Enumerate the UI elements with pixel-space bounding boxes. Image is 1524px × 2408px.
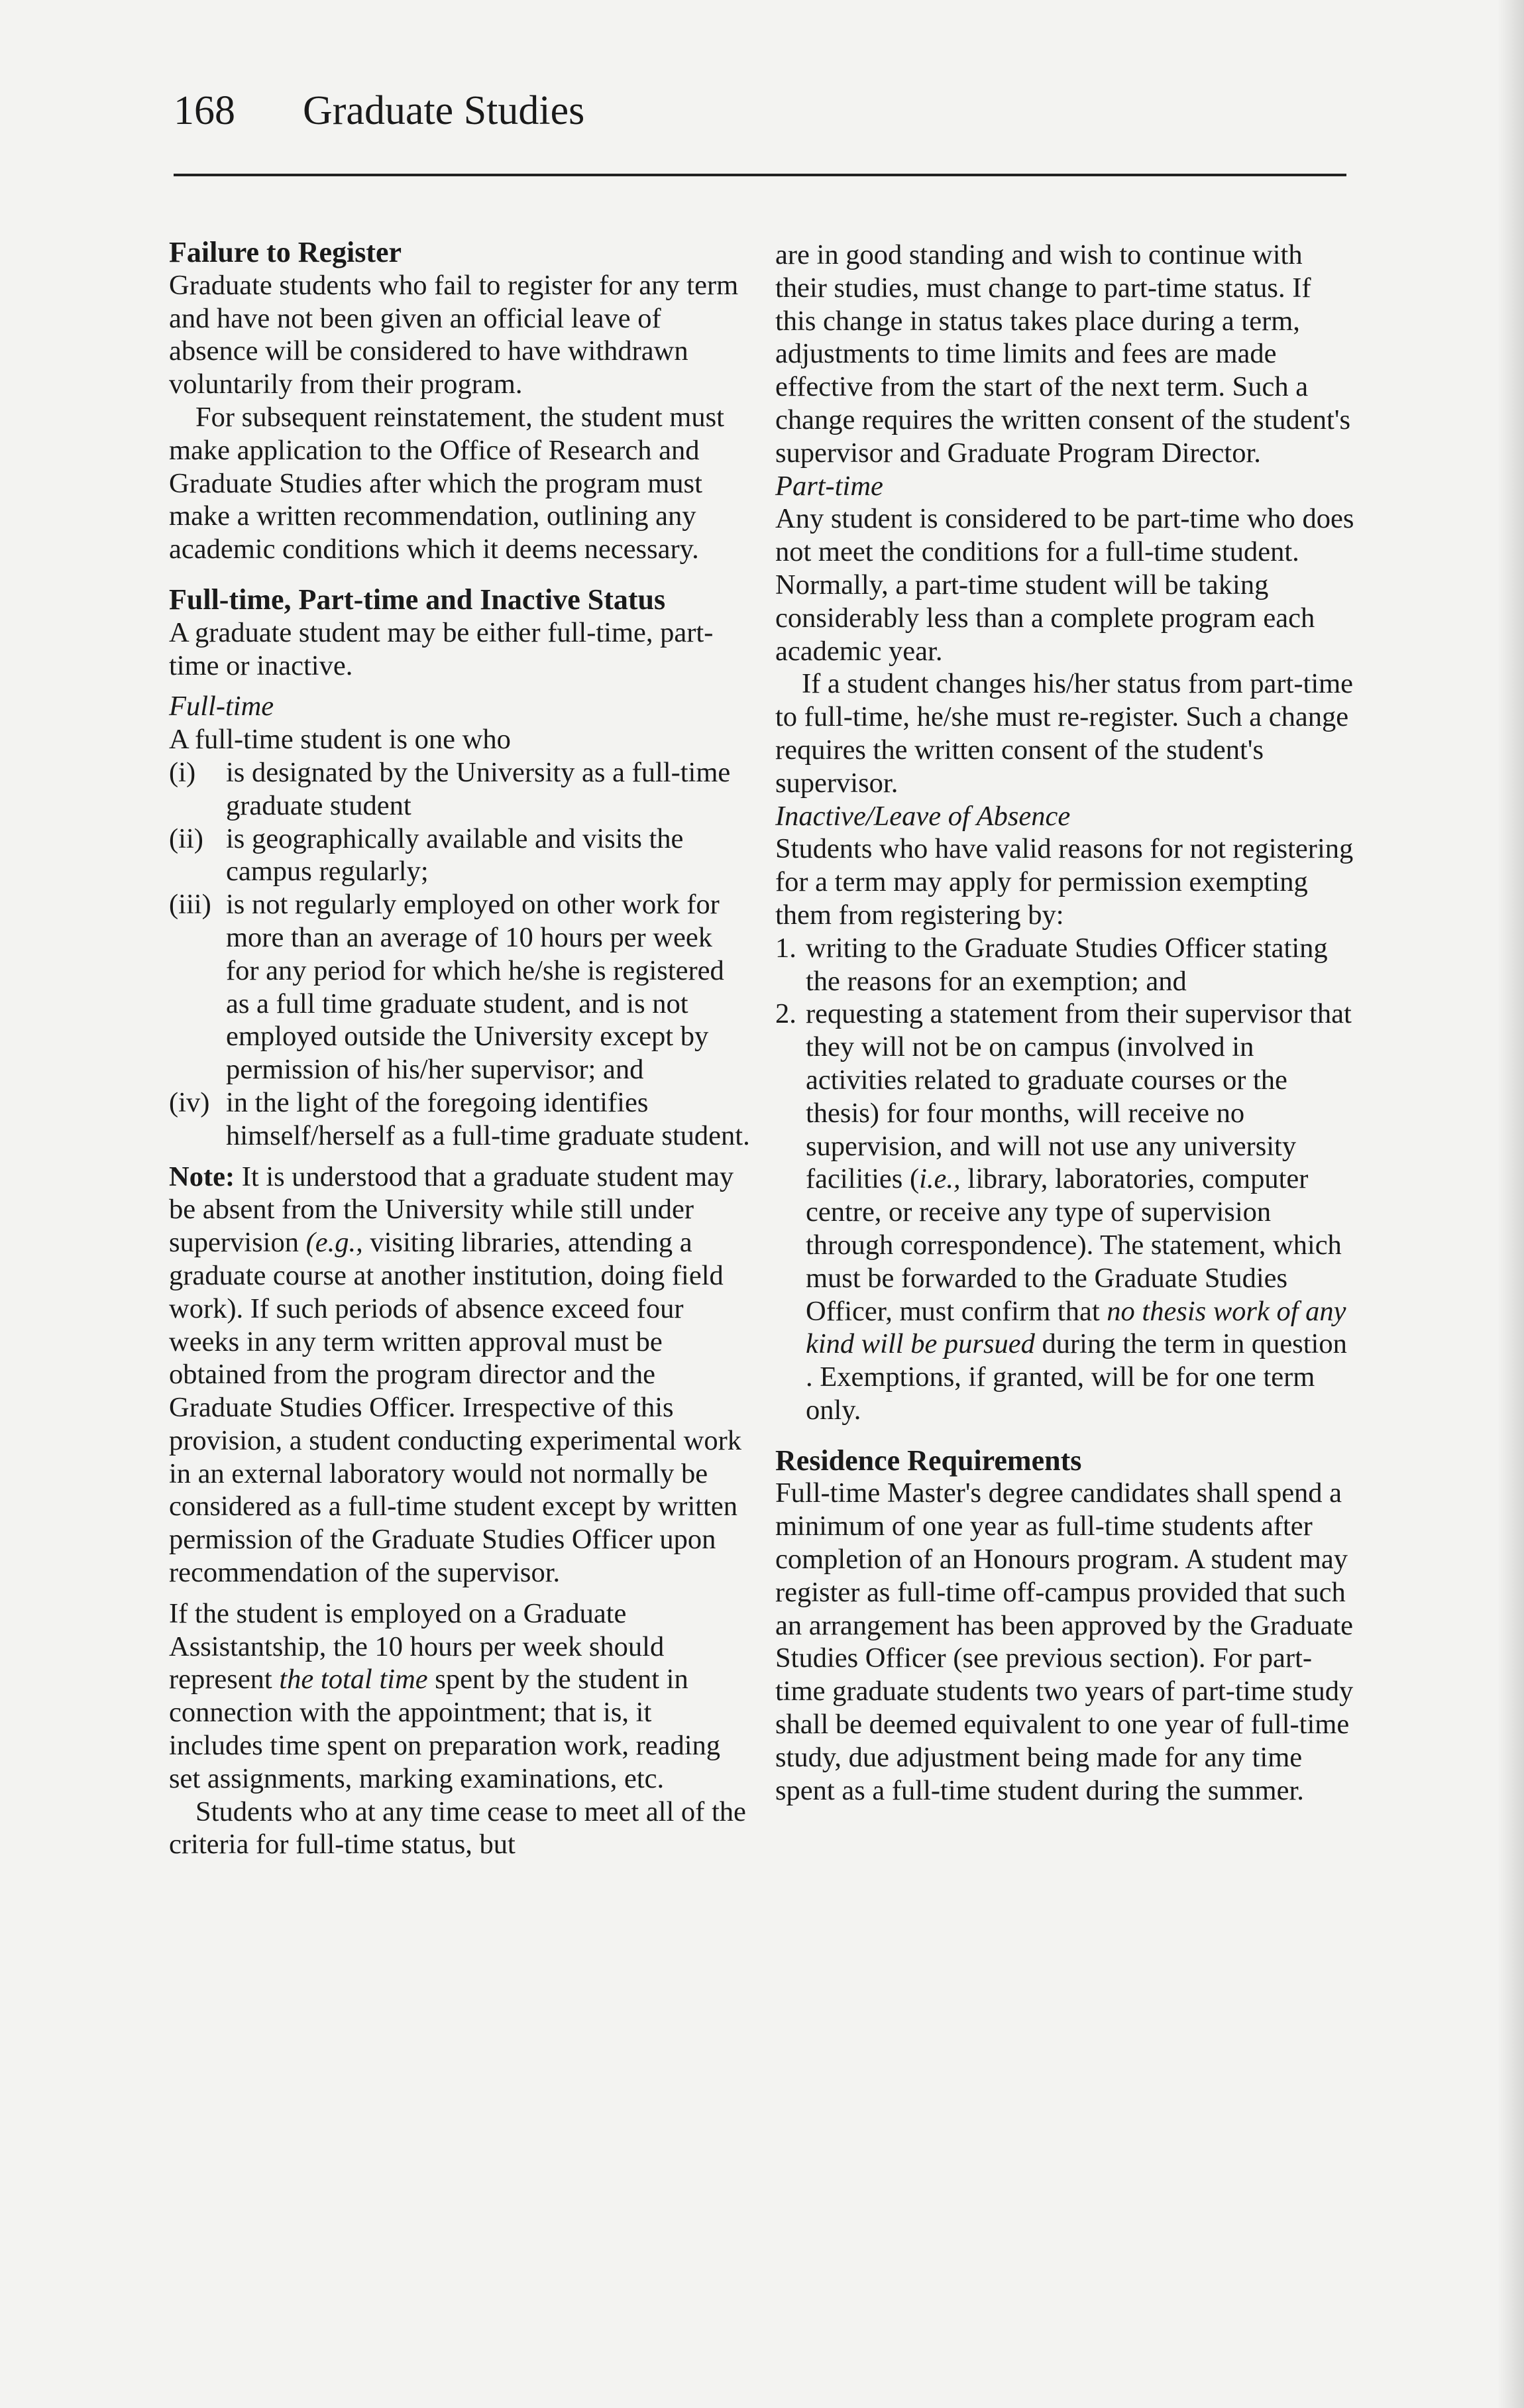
list-marker: 1.: [775, 932, 796, 964]
part-time-subheading: Part-time: [775, 470, 883, 502]
inactive-paragraph: Students who have valid reasons for not registering for a term may apply for permission exempting them from registering by:: [775, 833, 1354, 931]
list-item-text: is not regularly employed on other work for more than an average of 10 hours per week for any period for which he/she is registered as a full time graduate student, and is not employed outside the University except by permission of his/her supervisor; and: [226, 889, 724, 1086]
list-item-text: writing to the Graduate Studies Officer stating the reasons for an exemption; and: [806, 932, 1328, 997]
assistantship-paragraph: If the student is employed on a Graduate Assistantship, the 10 hours per week should represent the total time spent by the student in connection with the appointment; that is, it includes time spent on preparation work, reading set assignments, marking examinations, etc.: [169, 1597, 721, 1794]
page-edge-shadow: [1497, 0, 1524, 2408]
note-label: Note:: [169, 1161, 235, 1192]
status-heading: Full-time, Part-time and Inactive Status: [169, 583, 666, 616]
list-item-text: requesting a statement from their supervisor that they will not be on campus (involved in activities related to graduate courses or the thesis) for four months, will receive no supervision, and will not use any university facilities (i.e., library, laboratories, computer centre, or receive any type of supervision through correspondence). The statement, which must be forwarded to the Graduate Studies Officer, must confirm that no thesis work of any kind will be pursued during the term in question . Exemptions, if granted, will be for one term only.: [806, 998, 1352, 1426]
failure-paragraph-1: Graduate students who fail to register for any term and have not been given an official leave of absence will be considered to have withdrawn voluntarily from their program.: [169, 269, 739, 400]
list-item-text: in the light of the foregoing identifies himself/herself as a full-time graduate student.: [226, 1086, 750, 1151]
list-item: [169, 756, 752, 823]
cease-paragraph: Students who at any time cease to meet all of the criteria for full-time status, but: [169, 1796, 746, 1861]
list-item: [169, 888, 752, 1086]
residence-requirements-heading: Residence Requirements: [775, 1444, 1082, 1477]
list-item-text: is designated by the University as a full-time graduate student: [226, 756, 731, 821]
full-time-intro: A full-time student is one who: [169, 724, 511, 756]
running-title: Graduate Studies: [303, 88, 585, 133]
running-header: [174, 74, 1346, 176]
status-paragraph: A graduate student may be either full-time, part-time or inactive.: [169, 616, 714, 681]
exemption-steps-list: [775, 932, 1358, 1427]
list-item: [775, 998, 1358, 1426]
list-marker: (iv): [169, 1086, 210, 1118]
list-item-text: is geographically available and visits the campus regularly;: [226, 823, 684, 888]
note-paragraph: Note: It is understood that a graduate student may be absent from the University while still under supervision (e.g., visiting libraries, attending a graduate course at another institution, doing field work). If such periods of absence exceed four weeks in any term written approval must be obtained from the program director and the Graduate Studies Officer. Irrespective of this provision, a student conducting experimental work in an external laboratory would not normally be considered as a full-time student except by written permission of the Graduate Studies Officer upon recommendation of the supervisor.: [169, 1161, 741, 1589]
full-time-criteria-list: [169, 756, 752, 1153]
failure-paragraph-2: For subsequent reinstatement, the student must make application to the Office of Research and Graduate Studies after which the program must make a written recommendation, outlining any academic conditions which it deems necessary.: [169, 401, 724, 565]
list-marker: (iii): [169, 889, 211, 921]
list-marker: (i): [169, 756, 196, 788]
failure-to-register-heading: Failure to Register: [169, 236, 402, 268]
list-marker: (ii): [169, 823, 203, 854]
full-time-subheading: Full-time: [169, 691, 274, 722]
page-number: 168: [174, 88, 235, 133]
residence-paragraph: Full-time Master's degree candidates shall spend a minimum of one year as full-time students after completion of an Honours program. A student may register as full-time off-campus provided that such an arrangement has been approved by the Graduate Studies Officer (see previous section). For part-time graduate students two years of part-time study shall be deemed equivalent to one year of full-time study, due adjustment being made for any time spent as a full-time student during the summer.: [775, 1477, 1354, 1806]
list-marker: 2.: [775, 998, 796, 1030]
inactive-subheading: Inactive/Leave of Absence: [775, 800, 1071, 832]
list-item: [775, 932, 1358, 998]
list-item: [169, 823, 752, 889]
cease-paragraph-continued: are in good standing and wish to continue with their studies, must change to part-time status. If this change in status takes place during a term, adjustments to time limits and fees are made effective from the start of the next term. Such a change requires the written consent of the student's supervisor and Graduate Program Director.: [775, 239, 1351, 469]
left-column: [169, 236, 752, 1861]
part-time-paragraph-2: If a student changes his/her status from part-time to full-time, he/she must re-register. Such a change requires the written consent of the student's supervisor.: [775, 668, 1354, 799]
list-item: [169, 1086, 752, 1153]
part-time-paragraph-1: Any student is considered to be part-time who does not meet the conditions for a full-time student. Normally, a part-time student will be taking considerably less than a complete program each academic year.: [775, 503, 1354, 667]
right-column: [775, 239, 1358, 1807]
